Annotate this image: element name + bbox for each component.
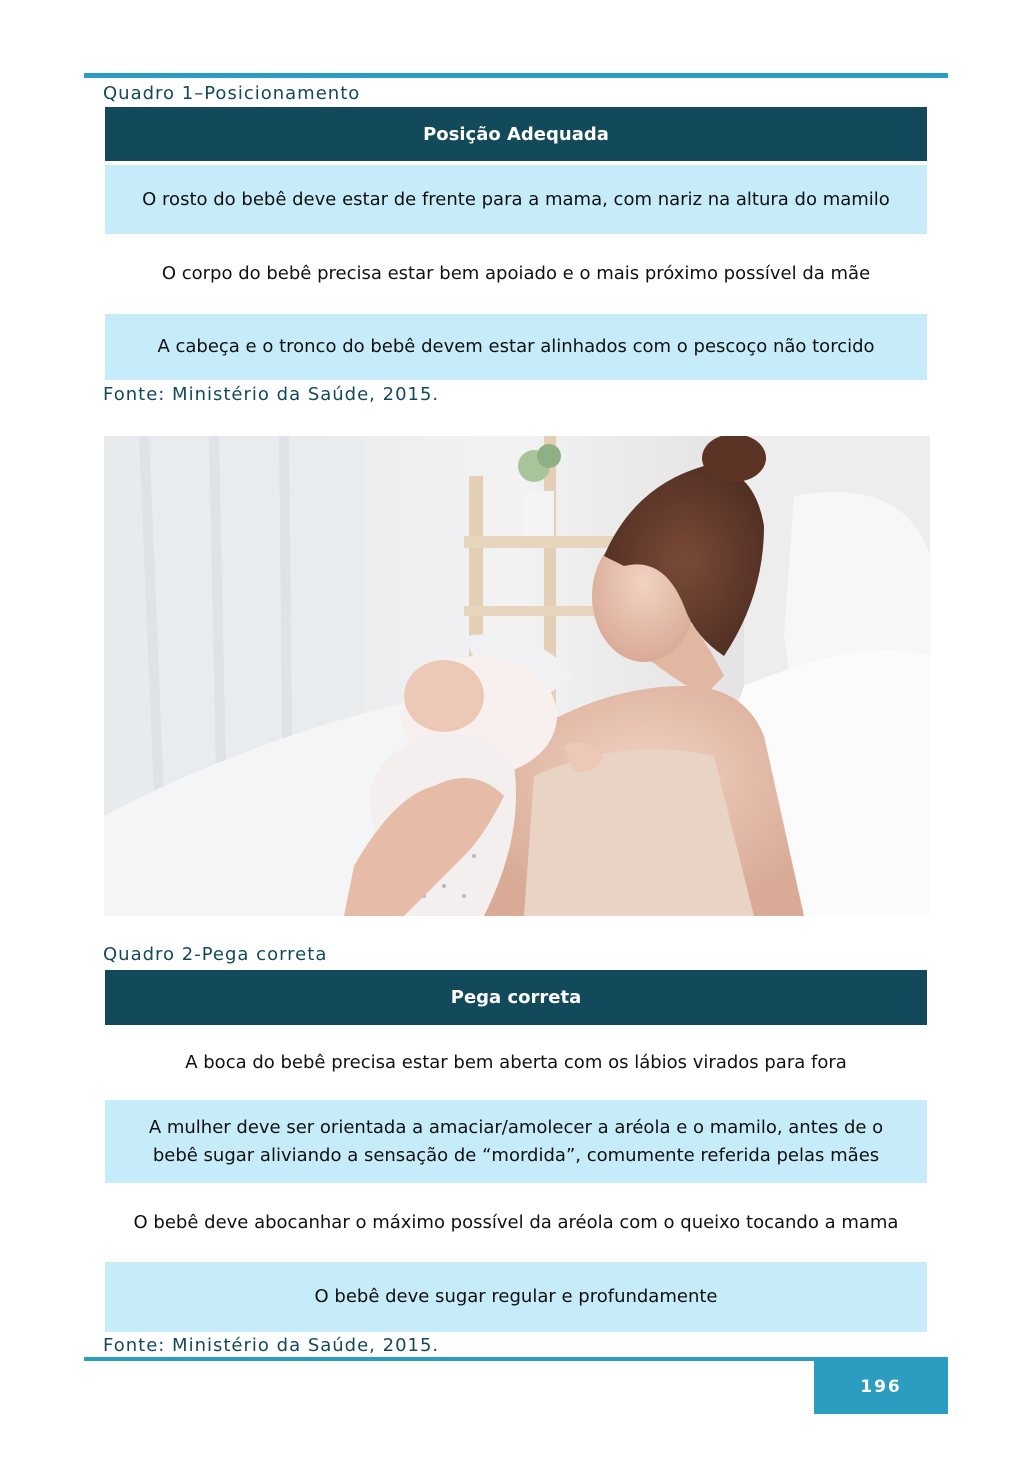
quadro1-source: Fonte: Ministério da Saúde, 2015. — [103, 384, 440, 405]
quadro2-header: Pega correta — [105, 970, 927, 1025]
quadro2-row: O bebê deve abocanhar o máximo possível da aréola com o queixo tocando a mama — [133, 1211, 899, 1233]
quadro2-row: A boca do bebê precisa estar bem aberta com os lábios virados para fora — [185, 1051, 847, 1073]
quadro1-row: A cabeça e o tronco do bebê devem estar alinhados com o pescoço não torcido — [105, 314, 927, 380]
quadro2-row: O bebê deve sugar regular e profundamente — [105, 1262, 927, 1332]
quadro2-table — [105, 970, 927, 1332]
quadro1-row: O corpo do bebê precisa estar bem apoiado e o mais próximo possível da mãe — [161, 263, 871, 284]
quadro2-caption: Quadro 2-Pega correta — [103, 944, 328, 965]
quadro1-header: Posição Adequada — [105, 107, 927, 161]
page-number: 196 — [814, 1359, 948, 1414]
quadro2-source: Fonte: Ministério da Saúde, 2015. — [103, 1335, 440, 1356]
quadro1-caption: Quadro 1–Posicionamento — [103, 83, 361, 104]
top-rule — [84, 73, 948, 78]
quadro2-row: A mulher deve ser orientada a amaciar/amolecer a aréola e o mamilo, antes de o bebê sugar aliviando a sensação de “mordida”, comumente referida pelas mães — [105, 1100, 927, 1183]
quadro1-row: O rosto do bebê deve estar de frente para a mama, com nariz na altura do mamilo — [105, 165, 927, 234]
quadro1-table — [105, 107, 927, 380]
breastfeeding-photo — [104, 436, 930, 916]
